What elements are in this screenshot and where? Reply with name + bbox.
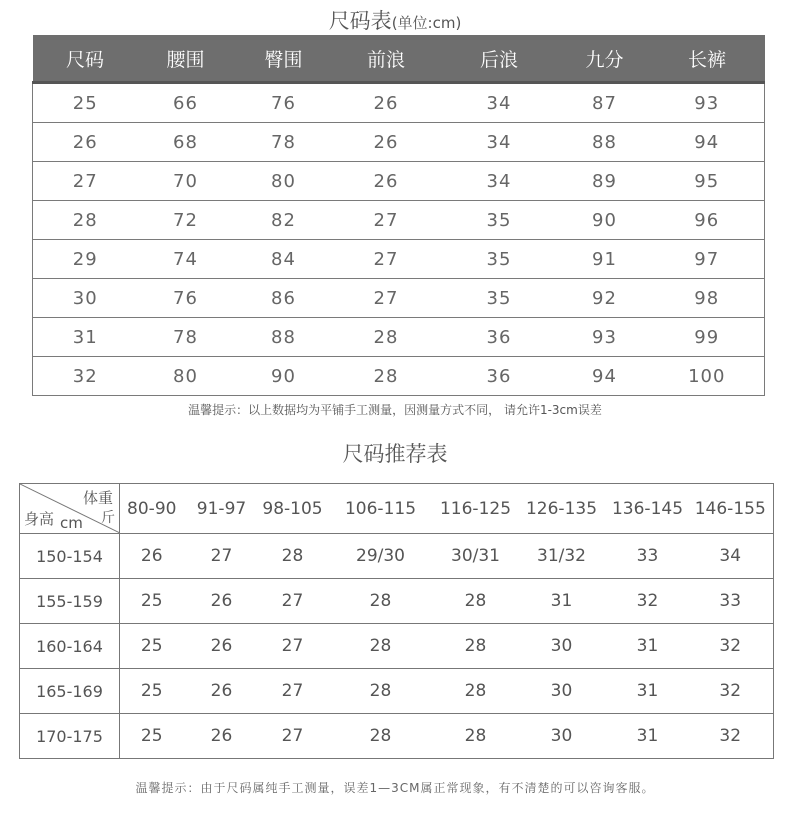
recommend-size-cell: 27 (260, 714, 326, 759)
recommend-size-cell: 26 (184, 624, 260, 669)
size-chart-cell: 82 (234, 201, 334, 240)
recommend-size-cell: 28 (260, 534, 326, 579)
table-row (20, 669, 774, 714)
recommend-size-cell: 32 (688, 624, 774, 669)
size-chart-cell: 86 (234, 279, 334, 318)
size-chart-cell: 80 (138, 357, 234, 396)
size-chart-cell: 93 (650, 83, 765, 123)
table-row (33, 357, 765, 396)
table-row (33, 318, 765, 357)
size-chart-cell: 90 (234, 357, 334, 396)
size-chart-cell: 27 (334, 240, 439, 279)
size-chart-cell: 99 (650, 318, 765, 357)
recommend-size-cell: 28 (326, 669, 436, 714)
recommend-size-cell: 27 (260, 624, 326, 669)
table-row (33, 201, 765, 240)
size-chart-cell: 93 (560, 318, 650, 357)
table-row (20, 624, 774, 669)
recommend-size-cell: 26 (184, 579, 260, 624)
table-row (33, 240, 765, 279)
height-range-cell: 165-169 (20, 669, 120, 714)
height-range-cell: 160-164 (20, 624, 120, 669)
size-chart-header-row (33, 35, 765, 83)
height-range-cell: 150-154 (20, 534, 120, 579)
table-row (33, 279, 765, 318)
size-chart-cell: 94 (650, 123, 765, 162)
size-chart-cell: 34 (439, 83, 560, 123)
size-chart-cell: 96 (650, 201, 765, 240)
size-chart-cell: 66 (138, 83, 234, 123)
recommend-size-cell: 32 (688, 714, 774, 759)
recommend-size-cell: 32 (688, 669, 774, 714)
recommend-size-cell: 31 (608, 669, 688, 714)
size-chart-cell: 28 (334, 318, 439, 357)
size-chart-cell: 31 (33, 318, 138, 357)
size-chart-cell: 70 (138, 162, 234, 201)
size-chart-cell: 36 (439, 357, 560, 396)
size-chart-header: 前浪 (334, 35, 439, 83)
recommend-size-cell: 33 (688, 579, 774, 624)
recommend-size-cell: 27 (260, 669, 326, 714)
size-chart-cell: 76 (138, 279, 234, 318)
size-chart-table (32, 35, 765, 396)
table-row (20, 534, 774, 579)
size-chart-cell: 25 (33, 83, 138, 123)
size-chart-cell: 36 (439, 318, 560, 357)
size-chart-header: 腰围 (138, 35, 234, 83)
corner-weight-label: 体重 (82, 489, 113, 507)
size-chart-cell: 32 (33, 357, 138, 396)
height-range-cell: 170-175 (20, 714, 120, 759)
size-chart-cell: 35 (439, 240, 560, 279)
size-chart-cell: 89 (560, 162, 650, 201)
weight-header: 106-115 (326, 484, 436, 534)
recommend-size-cell: 28 (326, 714, 436, 759)
size-chart-cell: 84 (234, 240, 334, 279)
corner-cm-label: cm (60, 514, 83, 532)
size-chart-header: 长裤 (650, 35, 765, 83)
size-chart-cell: 72 (138, 201, 234, 240)
size-chart-header: 后浪 (439, 35, 560, 83)
weight-header: 136-145 (608, 484, 688, 534)
height-range-cell: 155-159 (20, 579, 120, 624)
recommend-size-cell: 28 (436, 579, 516, 624)
size-chart-cell: 94 (560, 357, 650, 396)
size-chart-header: 臀围 (234, 35, 334, 83)
size-chart-unit: (单位:cm) (391, 14, 462, 32)
size-chart-cell: 28 (334, 357, 439, 396)
recommend-size-cell: 25 (120, 579, 184, 624)
size-chart-cell: 80 (234, 162, 334, 201)
recommend-size-cell: 26 (120, 534, 184, 579)
recommend-size-cell: 25 (120, 714, 184, 759)
recommend-size-cell: 26 (184, 669, 260, 714)
corner-cell (20, 484, 120, 534)
recommend-size-cell: 31 (608, 624, 688, 669)
recommend-size-cell: 31 (608, 714, 688, 759)
recommend-chart-header-row (20, 484, 774, 534)
table-row (20, 714, 774, 759)
weight-header: 80-90 (120, 484, 184, 534)
size-chart-title (0, 5, 790, 35)
size-chart-cell: 35 (439, 201, 560, 240)
corner-jin-label: 斤 (101, 510, 115, 526)
size-chart-note: 温馨提示：以上数据均为平铺手工测量，因测量方式不同， 请允许1-3cm误差 (188, 403, 602, 417)
weight-header: 98-105 (260, 484, 326, 534)
size-chart-header: 九分 (560, 35, 650, 83)
size-chart-cell: 78 (138, 318, 234, 357)
recommend-size-cell: 31 (516, 579, 608, 624)
size-chart-cell: 27 (33, 162, 138, 201)
table-row (33, 83, 765, 123)
size-chart-cell: 34 (439, 123, 560, 162)
recommend-size-cell: 30 (516, 624, 608, 669)
recommend-chart-note: 温馨提示：由于尺码属纯手工测量，误差1—3CM属正常现象，有不清楚的可以咨询客服。 (135, 781, 655, 795)
size-chart-cell: 30 (33, 279, 138, 318)
table-row (33, 162, 765, 201)
size-chart-cell: 92 (560, 279, 650, 318)
size-chart-cell: 35 (439, 279, 560, 318)
size-chart-cell: 88 (234, 318, 334, 357)
recommend-size-cell: 28 (326, 579, 436, 624)
size-chart-cell: 87 (560, 83, 650, 123)
recommend-size-cell: 31/32 (516, 534, 608, 579)
size-chart-cell: 74 (138, 240, 234, 279)
recommend-size-cell: 28 (436, 624, 516, 669)
weight-header: 146-155 (688, 484, 774, 534)
corner-height-label: 身高 (24, 510, 55, 528)
size-chart-cell: 29 (33, 240, 138, 279)
size-chart-cell: 98 (650, 279, 765, 318)
size-chart-cell: 27 (334, 279, 439, 318)
size-chart-header: 尺码 (33, 35, 138, 83)
recommend-size-cell: 32 (608, 579, 688, 624)
recommend-chart-table (19, 483, 774, 759)
recommend-size-cell: 29/30 (326, 534, 436, 579)
size-chart-cell: 26 (334, 123, 439, 162)
size-chart-cell: 97 (650, 240, 765, 279)
recommend-size-cell: 25 (120, 624, 184, 669)
size-chart-cell: 100 (650, 357, 765, 396)
recommend-chart-title: 尺码推荐表 (342, 442, 448, 466)
recommend-size-cell: 25 (120, 669, 184, 714)
recommend-size-cell: 26 (184, 714, 260, 759)
size-chart-cell: 28 (33, 201, 138, 240)
recommend-size-cell: 28 (436, 714, 516, 759)
size-chart-cell: 26 (334, 162, 439, 201)
size-chart-cell: 27 (334, 201, 439, 240)
size-chart-cell: 91 (560, 240, 650, 279)
recommend-size-cell: 33 (608, 534, 688, 579)
size-chart-cell: 76 (234, 83, 334, 123)
recommend-size-cell: 27 (260, 579, 326, 624)
recommend-size-cell: 30 (516, 714, 608, 759)
recommend-size-cell: 34 (688, 534, 774, 579)
size-chart-cell: 34 (439, 162, 560, 201)
size-chart-cell: 78 (234, 123, 334, 162)
size-chart-cell: 26 (33, 123, 138, 162)
recommend-size-cell: 27 (184, 534, 260, 579)
recommend-size-cell: 28 (436, 669, 516, 714)
size-chart-title-main: 尺码表 (328, 9, 392, 33)
recommend-size-cell: 30 (516, 669, 608, 714)
weight-header: 91-97 (184, 484, 260, 534)
recommend-size-cell: 30/31 (436, 534, 516, 579)
size-chart-cell: 26 (334, 83, 439, 123)
table-row (33, 123, 765, 162)
recommend-size-cell: 28 (326, 624, 436, 669)
weight-header: 126-135 (516, 484, 608, 534)
size-chart-cell: 88 (560, 123, 650, 162)
weight-header: 116-125 (436, 484, 516, 534)
size-chart-cell: 95 (650, 162, 765, 201)
size-chart-cell: 90 (560, 201, 650, 240)
table-row (20, 579, 774, 624)
size-chart-cell: 68 (138, 123, 234, 162)
